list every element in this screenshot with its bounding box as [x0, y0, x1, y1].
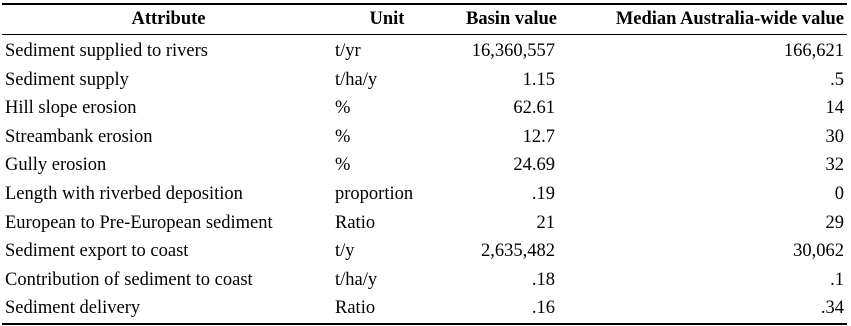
table-row — [2, 266, 847, 295]
header-basin-value: Basin value — [466, 9, 557, 30]
cell-median-value: .34 — [820, 298, 844, 319]
cell-median-value: 30 — [825, 126, 844, 147]
cell-median-value: 0 — [834, 183, 844, 204]
cell-unit: t/yr — [335, 41, 361, 61]
cell-unit: Ratio — [335, 212, 376, 233]
cell-attribute: European to Pre-European sediment — [5, 212, 273, 233]
cell-unit: t/y — [335, 241, 355, 262]
table-header — [2, 4, 847, 35]
cell-basin-value: 16,360,557 — [471, 41, 555, 61]
cell-basin-value: .16 — [531, 298, 555, 319]
table-row — [2, 151, 847, 180]
cell-median-value: 32 — [825, 155, 844, 176]
cell-median-value: 30,062 — [793, 241, 844, 262]
cell-median-value: .5 — [830, 69, 844, 90]
cell-unit: proportion — [335, 183, 414, 204]
table-row — [2, 123, 847, 152]
table-row — [2, 237, 847, 266]
header-unit: Unit — [369, 9, 405, 30]
cell-unit: % — [335, 155, 351, 176]
cell-median-value: 29 — [825, 212, 844, 233]
cell-attribute: Sediment supplied to rivers — [5, 41, 208, 61]
cell-basin-value: .18 — [531, 269, 555, 290]
cell-unit: Ratio — [335, 298, 376, 319]
cell-unit: t/ha/y — [335, 269, 378, 290]
table-row — [2, 66, 847, 95]
table-row — [2, 35, 847, 66]
cell-attribute: Sediment supply — [5, 69, 129, 90]
header-row — [2, 4, 847, 35]
cell-basin-value: .19 — [531, 183, 555, 204]
cell-median-value: 14 — [825, 98, 844, 119]
cell-attribute: Gully erosion — [5, 155, 107, 176]
cell-basin-value: 2,635,482 — [481, 241, 555, 262]
cell-basin-value: 1.15 — [522, 69, 555, 90]
table-row — [2, 94, 847, 123]
cell-unit: % — [335, 98, 351, 119]
cell-attribute: Length with riverbed deposition — [5, 183, 243, 204]
table-row — [2, 294, 847, 324]
cell-basin-value: 62.61 — [513, 98, 555, 119]
cell-attribute: Sediment delivery — [5, 298, 141, 319]
table-row — [2, 209, 847, 238]
cell-basin-value: 21 — [536, 212, 555, 233]
header-median-value: Median Australia-wide value — [615, 9, 844, 30]
cell-unit: % — [335, 126, 351, 147]
table-row — [2, 180, 847, 209]
cell-median-value: 166,621 — [783, 41, 844, 61]
table-body — [2, 35, 847, 324]
cell-median-value: .1 — [830, 269, 844, 290]
cell-attribute: Hill slope erosion — [5, 98, 137, 119]
cell-attribute: Contribution of sediment to coast — [5, 269, 253, 290]
cell-attribute: Streambank erosion — [5, 126, 153, 147]
sediment-table — [2, 3, 847, 325]
header-attribute: Attribute — [131, 9, 206, 30]
cell-basin-value: 24.69 — [513, 155, 555, 176]
cell-basin-value: 12.7 — [522, 126, 555, 147]
cell-attribute: Sediment export to coast — [5, 241, 189, 262]
cell-unit: t/ha/y — [335, 69, 378, 90]
